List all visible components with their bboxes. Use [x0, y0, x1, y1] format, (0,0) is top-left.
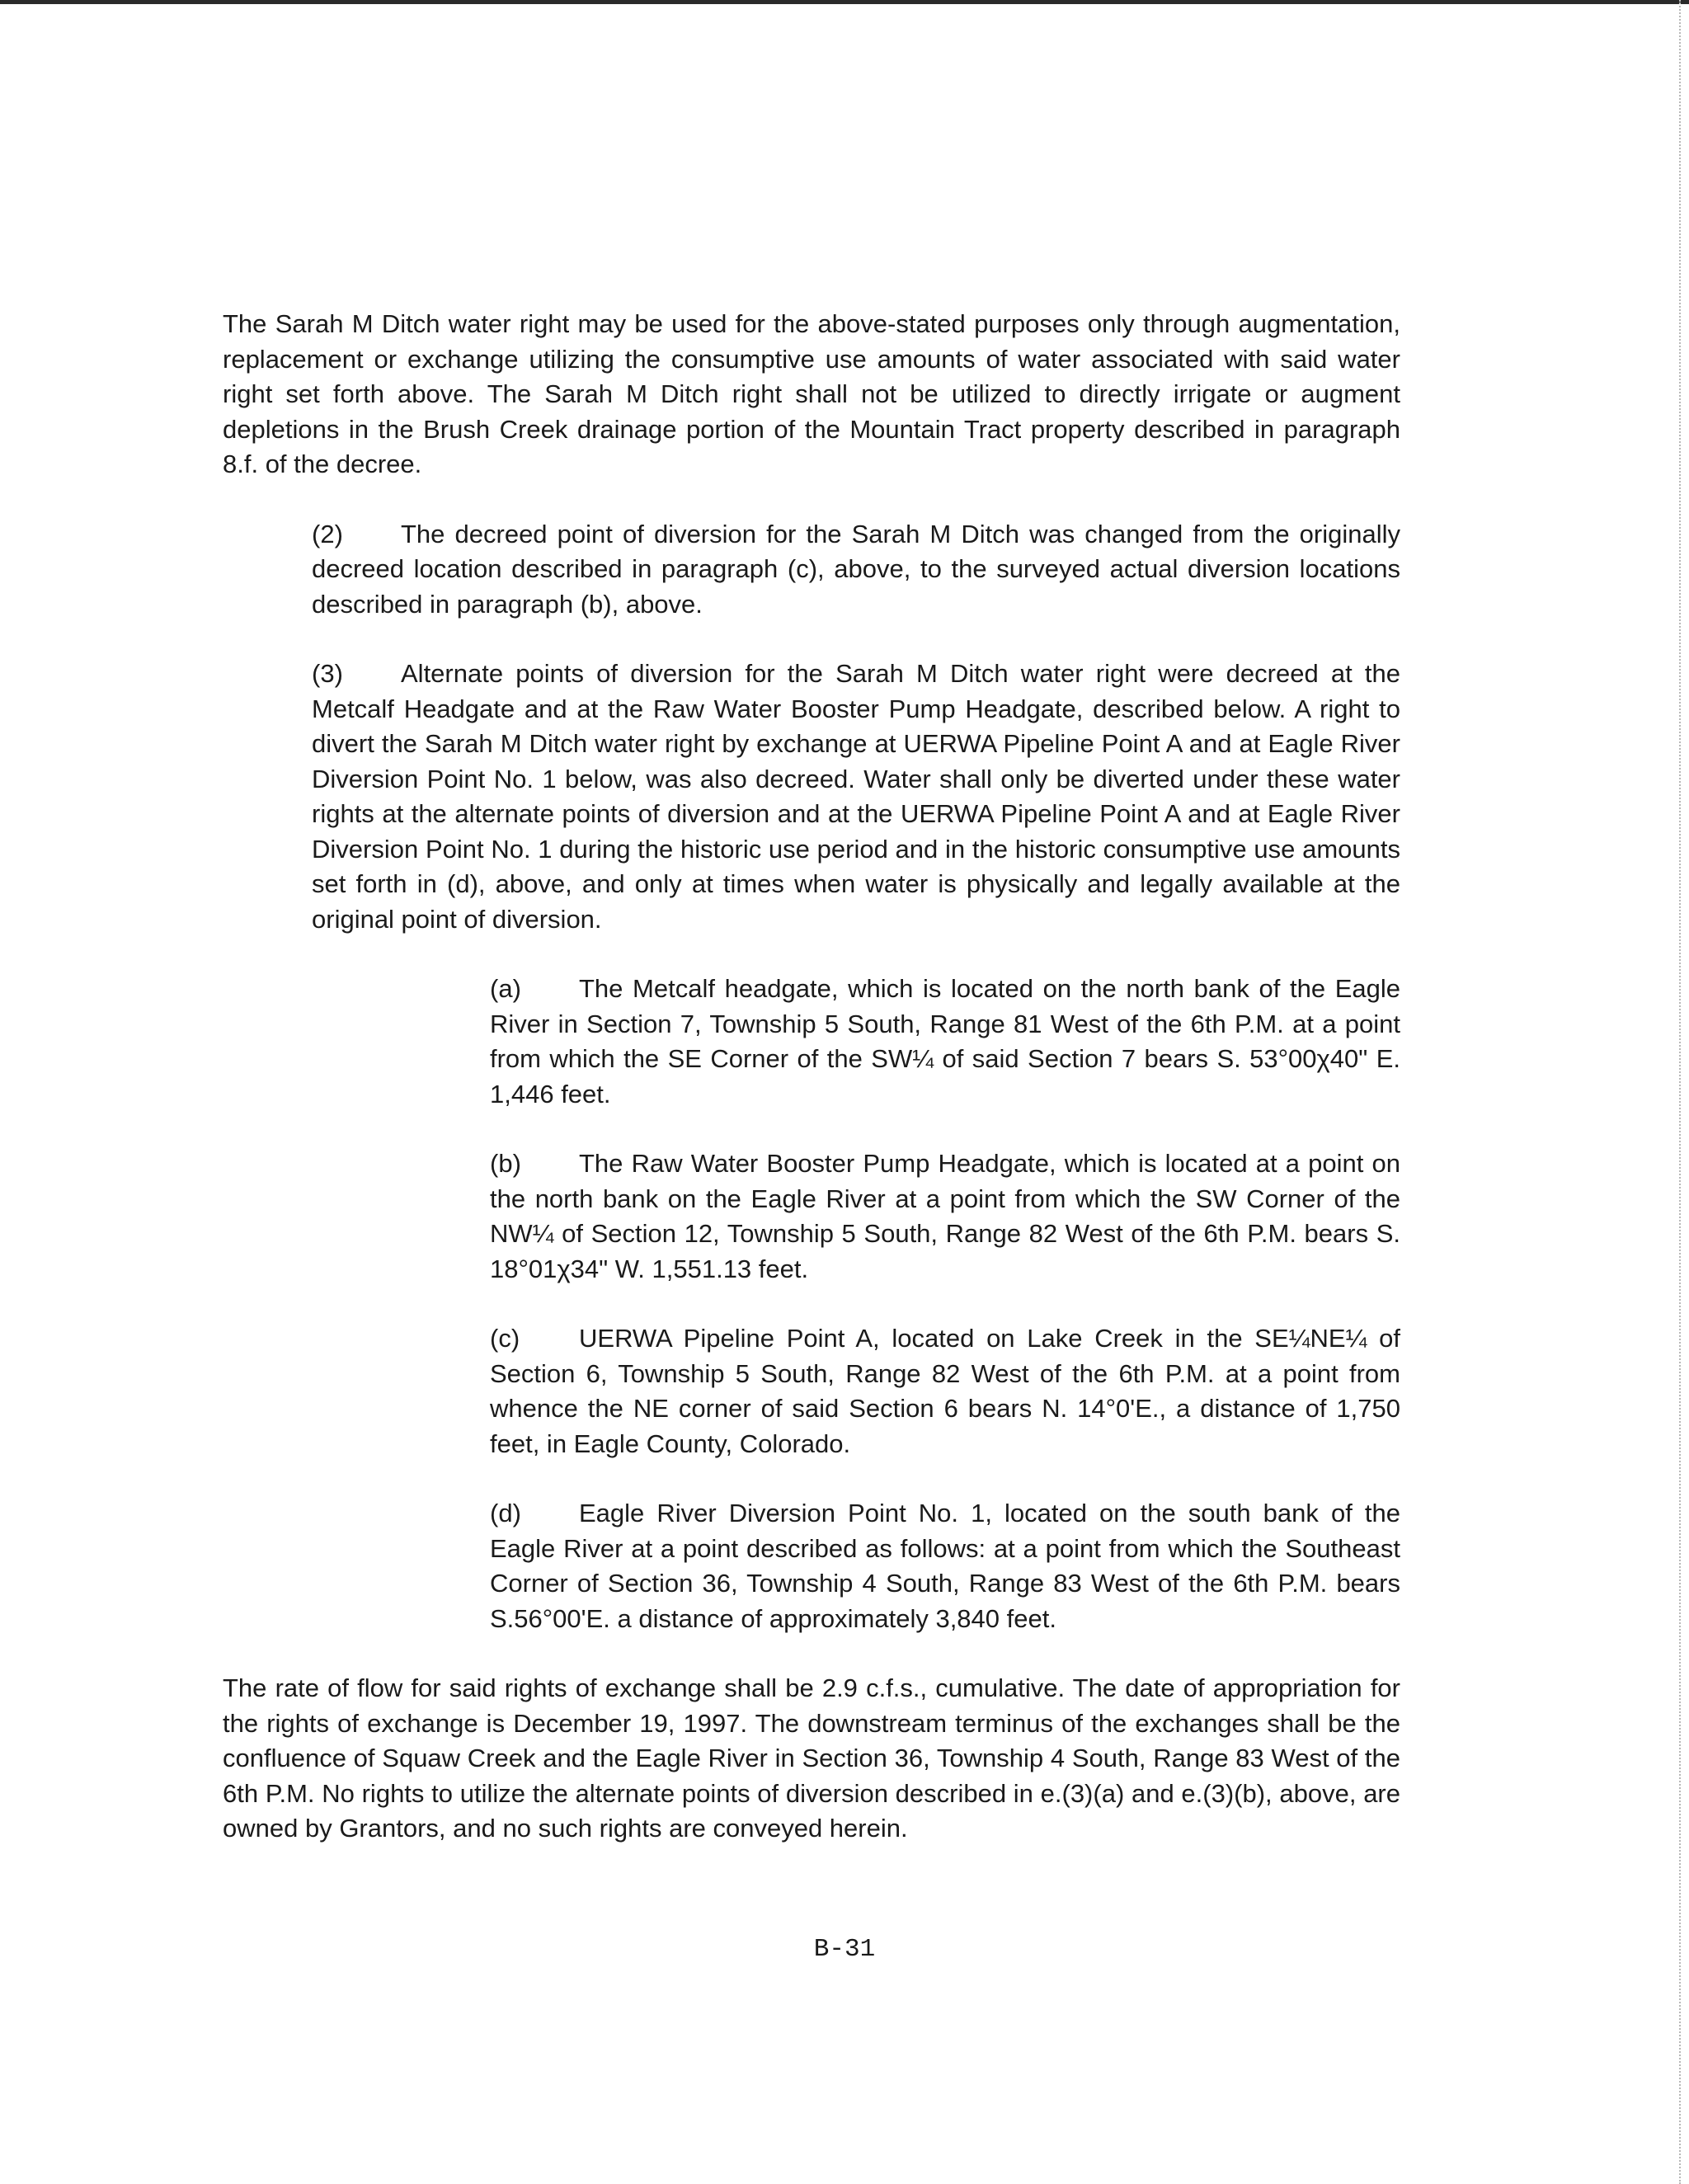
paragraph-3-number: (3) [312, 659, 343, 688]
page-number: B-31 [813, 1935, 876, 1964]
sub-item-c-number: (c) [490, 1324, 520, 1353]
paragraph-2-number: (2) [312, 519, 343, 548]
paragraph-2 [223, 517, 1400, 623]
closing-paragraph: The rate of flow for said rights of exchange shall be 2.9 c.f.s., cumulative. The date of appropriation for the rights of exchange is December 19, 1997. The downstream terminus of the exchanges shall be the confluence of Squaw Creek and the Eagle River in Section 36, Township 4 South, Range 83 West of the 6th P.M. No rights to utilize the alternate points of diversion described in e.(3)(a) and e.(3)(b), above, are owned by Grantors, and no such rights are conveyed herein. [223, 1673, 1400, 1843]
sub-item-a [223, 972, 1400, 1112]
sub-item-a-text: The Metcalf headgate, which is located on the north bank of the Eagle River in Section 7, Township 5 South, Range 81 West of the 6th P.M. at a point from which the SE Corner of the SW¼ of said Section 7 bears S. 53°00χ40" E. 1,446 feet. [490, 974, 1400, 1108]
sub-item-b-body [401, 1146, 1400, 1287]
sub-item-c-text: UERWA Pipeline Point A, located on Lake Creek in the SE¼NE¼ of Section 6, Township 5 South, Range 82 West of the 6th P.M. at a point from whence the NE corner of said Section 6 bears N. 14°0'E., a distance of 1,750 feet, in Eagle County, Colorado. [490, 1324, 1400, 1458]
sub-item-b-text: The Raw Water Booster Pump Headgate, which is located at a point on the north bank on the Eagle River at a point from which the SW Corner of the NW¼ of Section 12, Township 5 South, Range 82 West of the 6th P.M. bears S. 18°01χ34" W. 1,551.13 feet. [490, 1149, 1400, 1283]
scan-top-edge [0, 0, 1689, 4]
sub-item-a-body [401, 972, 1400, 1112]
document-body [223, 307, 1400, 1881]
sub-item-b-number: (b) [490, 1149, 521, 1178]
sub-item-d-body [401, 1496, 1400, 1636]
sub-item-d-text: Eagle River Diversion Point No. 1, located on the south bank of the Eagle River at a point described as follows: at a point from which the Southeast Corner of Section 36, Township 4 South, Range 83 West of the 6th P.M. bears S.56°00'E. a distance of approximately 3,840 feet. [490, 1499, 1400, 1633]
sub-item-c-body [401, 1321, 1400, 1461]
paragraph-3-text: Alternate points of diversion for the Sarah M Ditch water right were decreed at the Metcalf Headgate and at the Raw Water Booster Pump Headgate, described below. A right to divert the Sarah M Ditch water right by exchange at UERWA Pipeline Point A and at Eagle River Diversion Point No. 1 below, was also decreed. Water shall only be diverted under these water rights at the alternate points of diversion and at the UERWA Pipeline Point A and at Eagle River Diversion Point No. 1 during the historic use period and in the historic consumptive use amounts set forth in (d), above, and only at times when water is physically and legally available at the original point of diversion. [312, 659, 1400, 934]
paragraph-2-text: The decreed point of diversion for the Sarah M Ditch was changed from the originally decreed location described in paragraph (c), above, to the surveyed actual diversion locations described in paragraph (b), above. [312, 519, 1400, 619]
sub-item-a-number: (a) [490, 974, 521, 1003]
sub-item-c [223, 1321, 1400, 1461]
sub-item-d-number: (d) [490, 1499, 521, 1527]
scan-right-edge [1679, 0, 1683, 2184]
intro-paragraph: The Sarah M Ditch water right may be used for the above-stated purposes only through augmentation, replacement or exchange utilizing the consumptive use amounts of water associated with said water right set forth above. The Sarah M Ditch right shall not be utilized to directly irrigate or augment depletions in the Brush Creek drainage portion of the Mountain Tract property described in paragraph 8.f. of the decree. [223, 309, 1400, 478]
sub-item-b [223, 1146, 1400, 1287]
paragraph-3 [223, 657, 1400, 937]
sub-item-d [223, 1496, 1400, 1636]
